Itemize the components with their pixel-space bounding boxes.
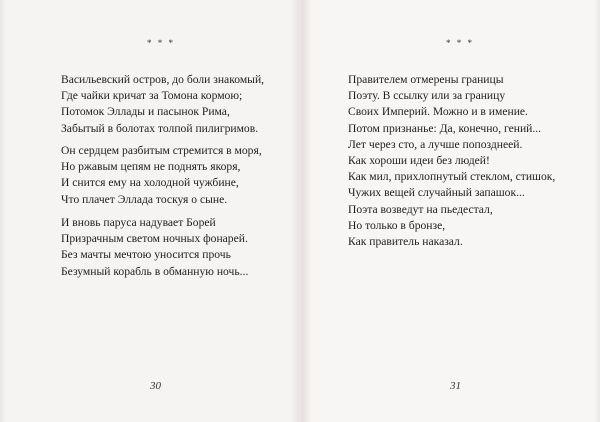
poem-line: И вновь паруса надувает Борей (61, 216, 216, 229)
poem-line: Потом признанье: Да, конечно, гений... (348, 121, 542, 135)
poem-line: Лет через сто, а лучше попозднеей. (348, 137, 523, 151)
poem-line: Как хороши идеи без людей! (348, 154, 490, 168)
poem-line: И снится ему на холодной чужбине, (61, 176, 239, 190)
right-page (300, 0, 600, 422)
page-number-right: 31 (450, 380, 461, 392)
left-stanza-1 (61, 72, 301, 137)
poem-line: Как правитель наказал. (348, 235, 463, 249)
right-stanza-1 (348, 72, 588, 250)
page-number-left: 30 (150, 380, 161, 392)
poem-line: Что плачет Эллада тоскуя о сыне. (61, 192, 228, 206)
left-ornament: * * * (147, 38, 175, 48)
poem-line: Правителем отмерены границы (348, 73, 504, 86)
book-gutter (290, 0, 312, 422)
poem-line: Он сердцем разбитым стремится в моря, (61, 144, 262, 157)
poem-line: Без мачты мечтою уносится прочь (61, 248, 231, 262)
poem-line: Забытый в болотах толпой пилигримов. (61, 121, 259, 135)
poem-line: Призрачным светом ночных фонарей. (61, 232, 248, 246)
poem-line: Безумный корабль в обманную ночь... (61, 264, 249, 278)
poem-line: Как мил, прихлопнутый стеклом, стишок, (348, 170, 556, 184)
poem-line: Но только в бронзе, (348, 218, 446, 232)
poem-line: Своих Империй. Можно и в имение. (348, 105, 528, 119)
poem-line: Чужих вещей случайный запашок... (348, 186, 525, 200)
poem-line: Поэту. В ссылку или за границу (348, 89, 506, 103)
poem-line: Поэта возведут на пьедестал, (348, 202, 493, 216)
right-page-edge (594, 0, 600, 422)
poem-line: Васильевский остров, до боли знакомый, (61, 73, 265, 86)
left-stanza-3 (61, 215, 301, 280)
left-page-edge (0, 0, 6, 422)
left-stanza-2 (61, 143, 301, 208)
poem-line: Где чайки кричат за Томона кормою; (61, 89, 243, 103)
poem-line: Но ржавым цепям не поднять якоря, (61, 160, 241, 174)
poem-line: Потомок Эллады и пасынок Рима, (61, 105, 230, 119)
right-ornament: * * * (446, 38, 474, 48)
